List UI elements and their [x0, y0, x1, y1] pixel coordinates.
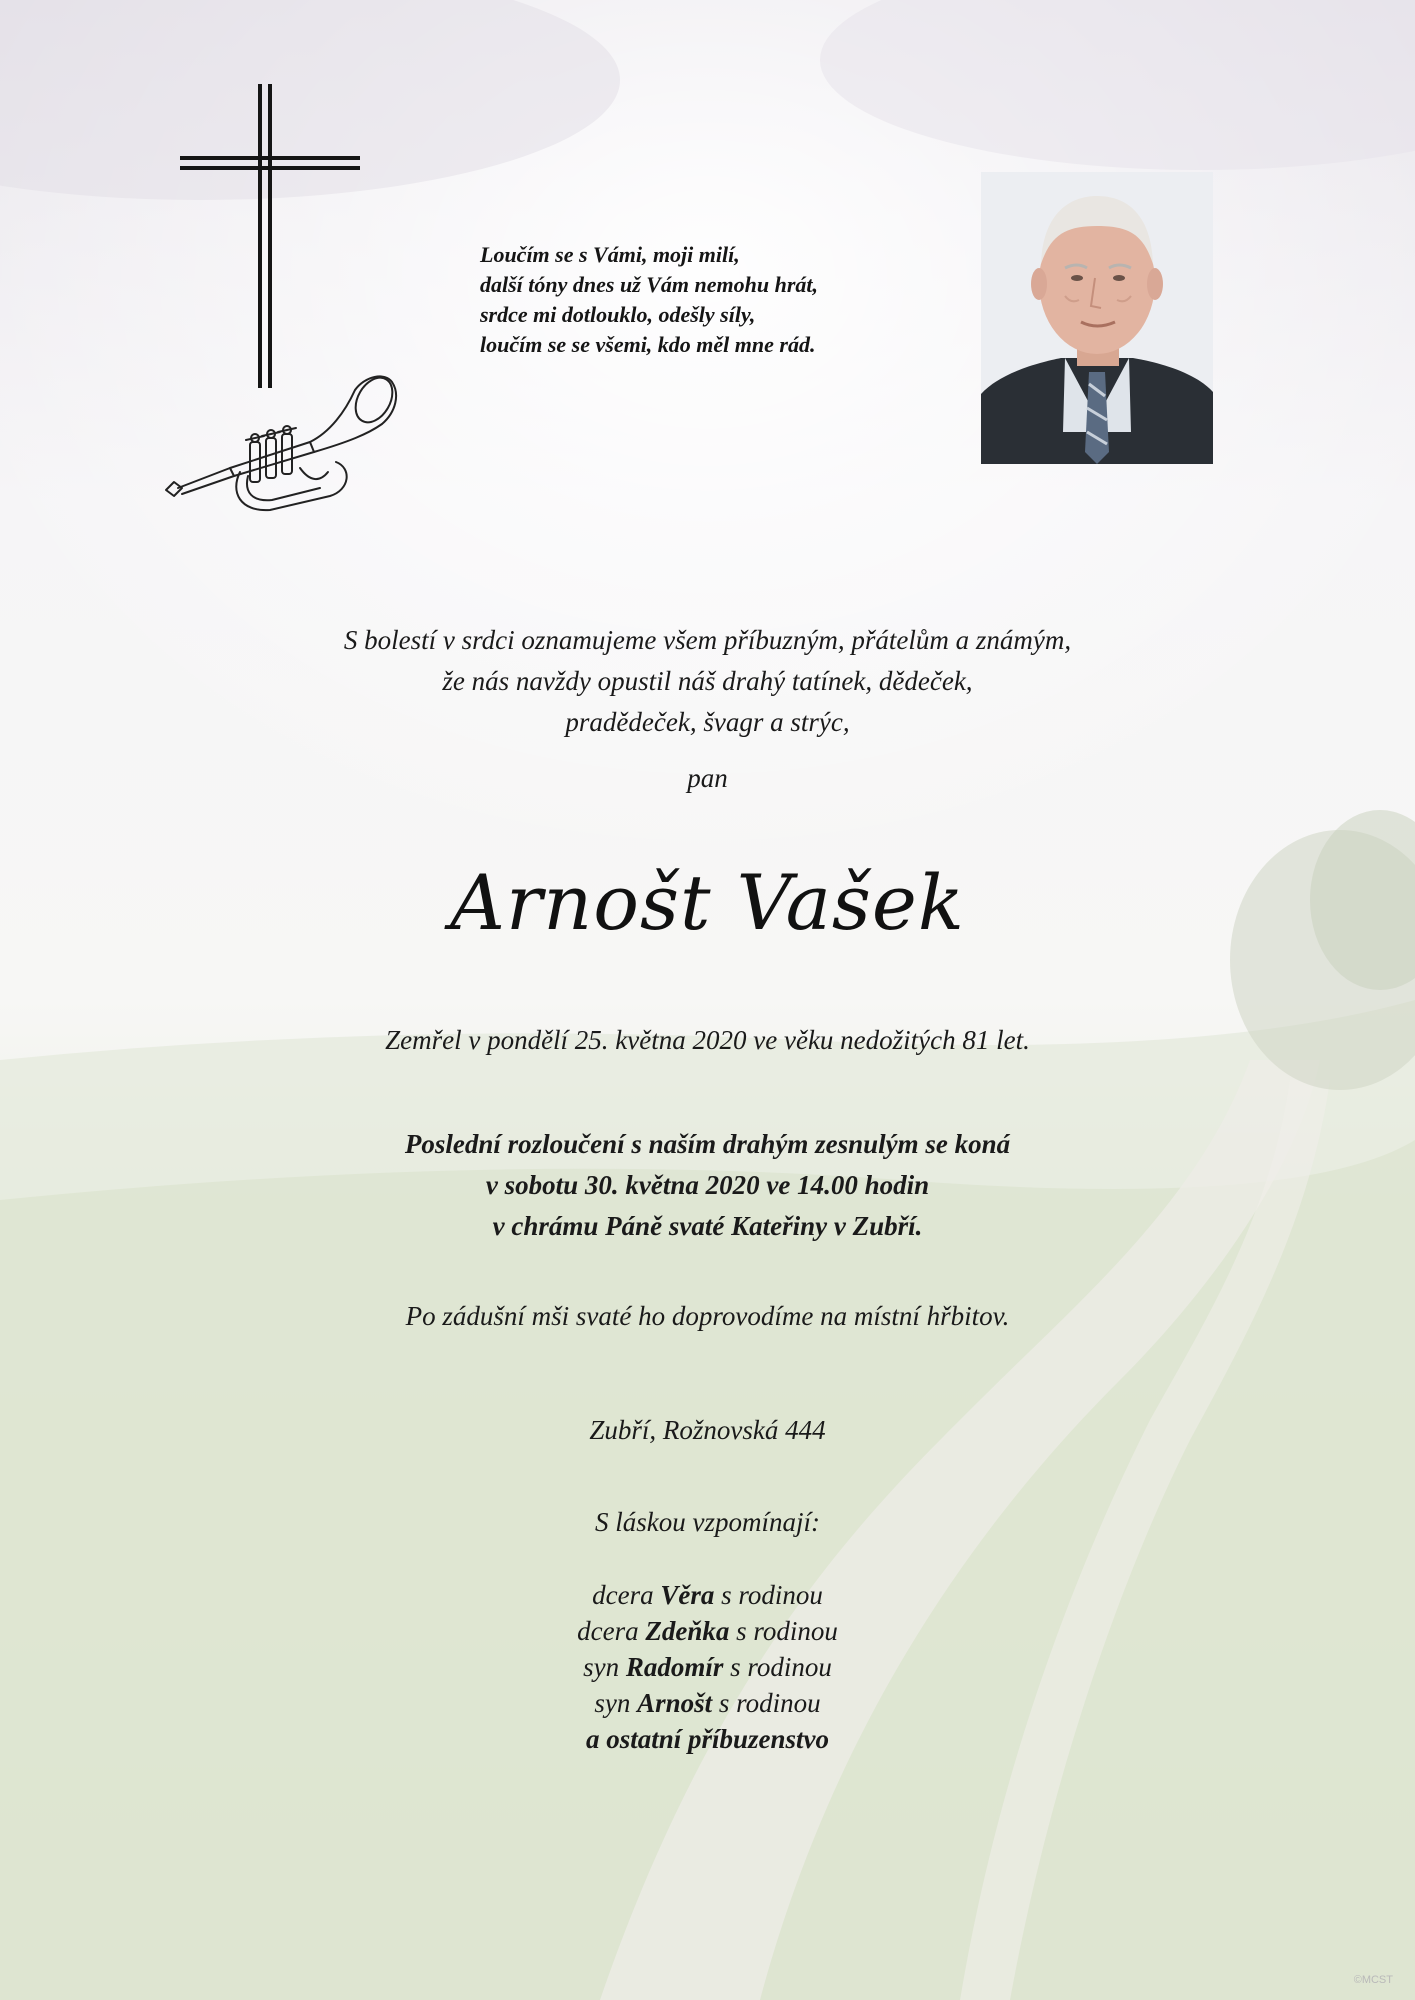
mourner-suffix: s rodinou — [721, 1580, 823, 1610]
trumpet-icon — [160, 372, 400, 522]
mourner-line — [0, 1613, 1415, 1649]
mourner-relation: dcera — [592, 1580, 654, 1610]
mourner-suffix: s rodinou — [736, 1616, 838, 1646]
title-word: pan — [687, 763, 728, 793]
mourner-line — [0, 1577, 1415, 1613]
mourner-suffix: s rodinou — [730, 1652, 832, 1682]
mourner-line — [0, 1721, 1415, 1757]
announcement-line: pradědeček, švagr a strýc, — [565, 707, 850, 737]
poem-line: loučím se se všemi, kdo měl mne rád. — [480, 332, 816, 357]
mourners-list — [0, 1577, 1415, 1757]
mourner-line — [0, 1685, 1415, 1721]
poem-line: Loučím se s Vámi, moji milí, — [480, 242, 740, 267]
deceased-portrait — [981, 172, 1213, 464]
mourner-name: Věra — [660, 1580, 715, 1610]
remembrance-heading: S láskou vzpomínají: — [595, 1507, 820, 1537]
poem-line: další tóny dnes už Vám nemohu hrát, — [480, 272, 819, 297]
memorial-poem — [480, 240, 940, 360]
poem-line: srdce mi dotlouklo, odešly síly, — [480, 302, 756, 327]
mourner-relation: dcera — [577, 1616, 639, 1646]
funeral-line: v chrámu Páně svaté Kateřiny v Zubří. — [492, 1211, 923, 1241]
announcement-text — [0, 620, 1415, 743]
mourner-suffix: s rodinou — [718, 1688, 821, 1718]
death-notice: Zemřel v pondělí 25. května 2020 ve věku nedožitých 81 let. — [385, 1025, 1030, 1055]
mourner-name: Radomír — [625, 1652, 724, 1682]
burial-note: Po zádušní mši svaté ho doprovodíme na místní hřbitov. — [405, 1301, 1010, 1331]
mourner-line — [0, 1649, 1415, 1685]
cross-icon — [180, 84, 360, 388]
mourners-closing: a ostatní příbuzenstvo — [585, 1724, 830, 1754]
mourner-name: Zdeňka — [645, 1616, 730, 1646]
announcement-line: že nás navždy opustil náš drahý tatínek, dědeček, — [442, 666, 973, 696]
mourner-relation: syn — [583, 1652, 620, 1682]
mourner-relation: syn — [594, 1688, 631, 1718]
funeral-line: Poslední rozloučení s naším drahým zesnulým se koná — [404, 1129, 1011, 1159]
copyright-credit: ©MCST — [1353, 1974, 1393, 1986]
family-address: Zubří, Rožnovská 444 — [589, 1415, 826, 1445]
funeral-line: v sobotu 30. května 2020 ve 14.00 hodin — [485, 1170, 930, 1200]
announcement-line: S bolestí v srdci oznamujeme všem příbuzným, přátelům a známým, — [343, 625, 1072, 655]
funeral-details — [0, 1124, 1415, 1247]
deceased-name: Arnošt Vašek — [450, 858, 965, 947]
mourner-name: Arnošt — [637, 1688, 713, 1718]
